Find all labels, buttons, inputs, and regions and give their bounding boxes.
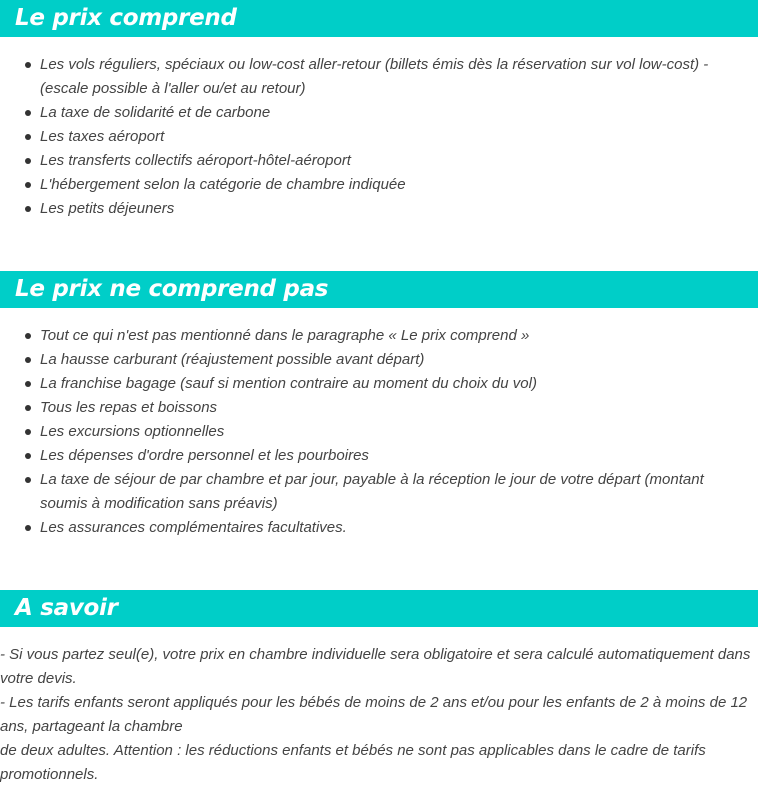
section-header-prix-comprend: [0, 0, 758, 37]
list-item: Les excursions optionnelles: [0, 420, 740, 444]
list-prix-comprend: [0, 53, 740, 221]
list-item: La taxe de séjour de par chambre et par jour, payable à la réception le jour de votre départ (montant soumis à modification sans préavis): [0, 468, 740, 516]
note-line: de deux adultes. Attention : les réductions enfants et bébés ne sont pas applicables dans le cadre de tarifs promotionnels.: [0, 742, 706, 783]
list-item: Les transferts collectifs aéroport-hôtel-aéroport: [0, 149, 740, 173]
section-title-prix-ne-comprend: Le prix ne comprend pas: [15, 276, 329, 302]
a-savoir-notes: [0, 643, 756, 787]
list-item: L'hébergement selon la catégorie de chambre indiquée: [0, 173, 740, 197]
list-item: Les petits déjeuners: [0, 197, 740, 221]
list-item: La franchise bagage (sauf si mention contraire au moment du choix du vol): [0, 372, 740, 396]
list-item: Tout ce qui n'est pas mentionné dans le paragraphe « Le prix comprend »: [0, 324, 740, 348]
list-item: La taxe de solidarité et de carbone: [0, 101, 740, 125]
section-header-a-savoir: [0, 590, 758, 627]
list-item: Tous les repas et boissons: [0, 396, 740, 420]
list-item: Les assurances complémentaires facultatives.: [0, 516, 740, 540]
section-header-prix-ne-comprend: [0, 271, 758, 308]
list-item: Les dépenses d'ordre personnel et les pourboires: [0, 444, 740, 468]
section-title-a-savoir: A savoir: [15, 595, 118, 621]
list-item: Les taxes aéroport: [0, 125, 740, 149]
section-title-prix-comprend: Le prix comprend: [15, 5, 237, 31]
list-item: La hausse carburant (réajustement possible avant départ): [0, 348, 740, 372]
note-line: - Si vous partez seul(e), votre prix en chambre individuelle sera obligatoire et sera calculé automatiquement dans votre devis.: [0, 646, 751, 687]
list-prix-ne-comprend: [0, 324, 740, 540]
note-line: - Les tarifs enfants seront appliqués pour les bébés de moins de 2 ans et/ou pour les enfants de 2 à moins de 12 ans, partageant la chambre: [0, 694, 748, 735]
list-item: Les vols réguliers, spéciaux ou low-cost aller-retour (billets émis dès la réservation sur vol low-cost) - (escale possible à l'aller ou/et au retour): [0, 53, 740, 101]
